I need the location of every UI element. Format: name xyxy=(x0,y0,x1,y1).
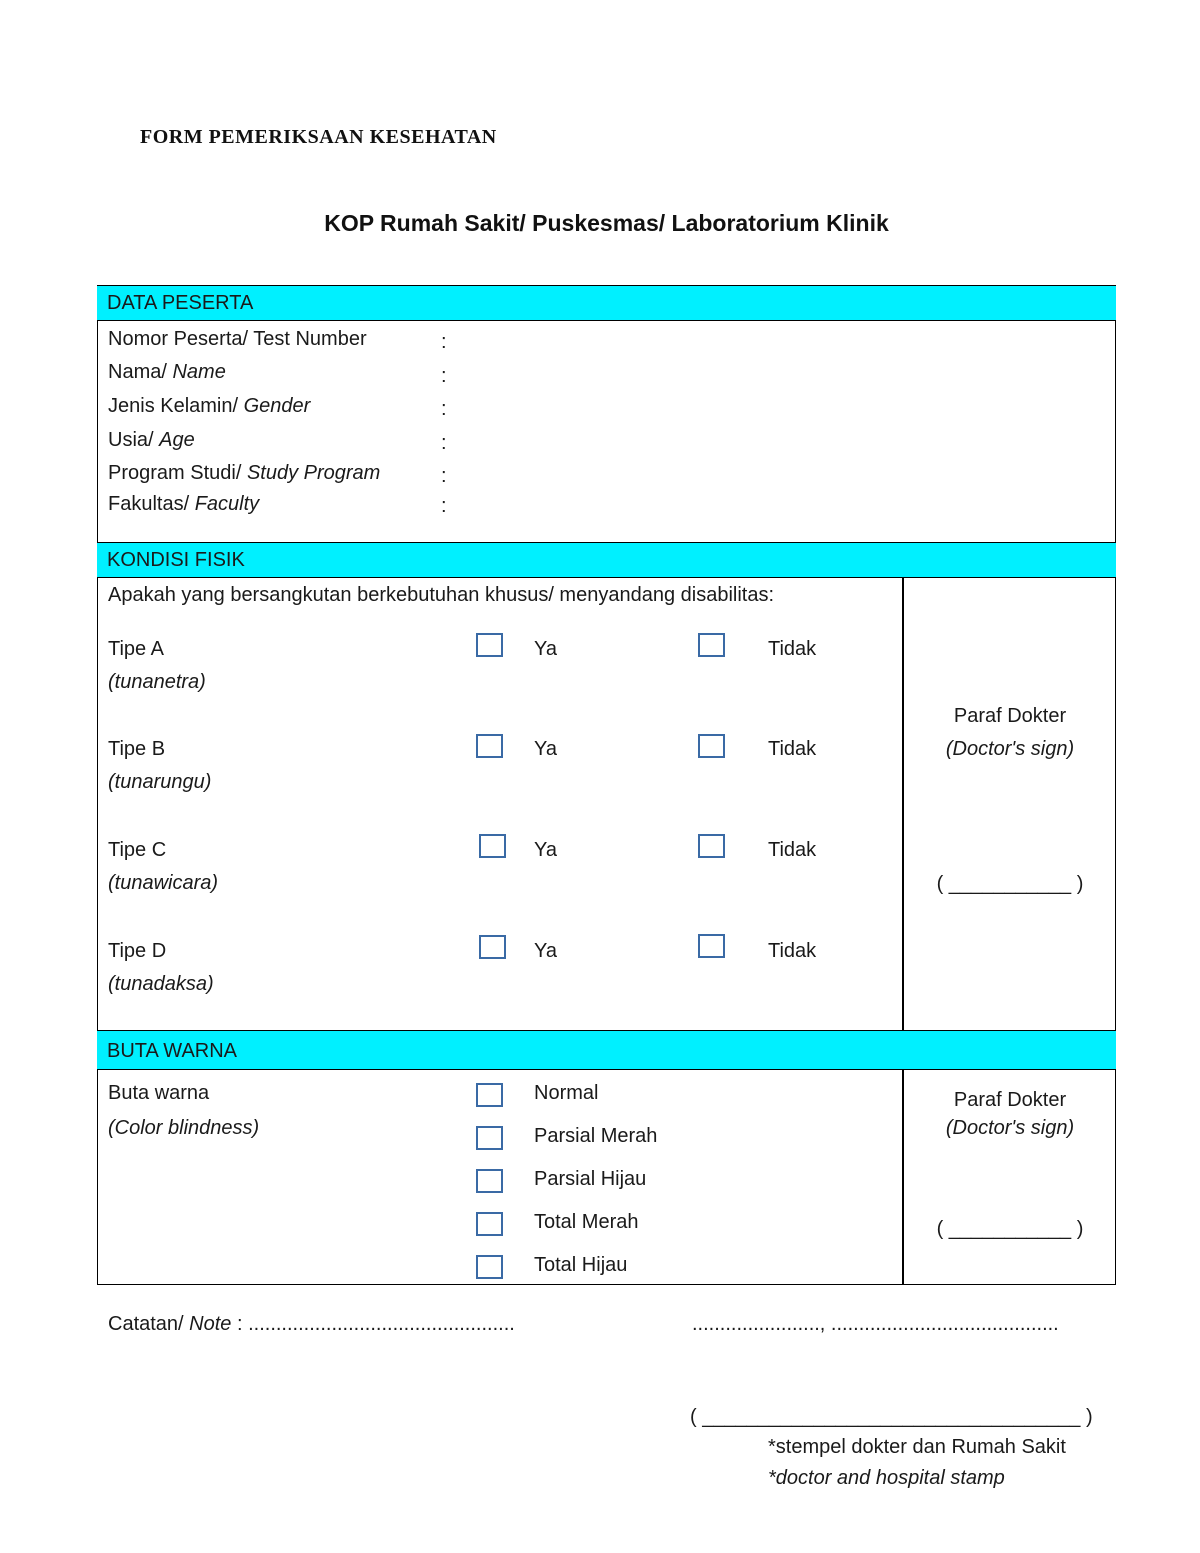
checkbox-type-a-ya[interactable] xyxy=(476,633,503,657)
option-label-ya: Ya xyxy=(534,738,557,760)
doctor-sign-sub-label: (Doctor's sign) xyxy=(945,738,1075,760)
type-label: Tipe D xyxy=(108,940,167,962)
checkbox-type-c-ya[interactable] xyxy=(479,834,506,858)
doctor-sign-label: Paraf Dokter xyxy=(953,705,1067,727)
field-colon: : xyxy=(441,331,447,353)
section-header-kondisi-fisik xyxy=(97,542,1116,578)
section-header-label: DATA PESERTA xyxy=(107,292,254,314)
column-divider xyxy=(902,577,904,1030)
field-label-study-program: Program Studi/ Study Program xyxy=(108,462,381,484)
field-label-age: Usia/ Age xyxy=(108,429,195,451)
checkbox-normal[interactable] xyxy=(476,1083,503,1107)
field-colon: : xyxy=(441,495,447,517)
form-title: FORM PEMERIKSAAN KESEHATAN xyxy=(140,126,497,148)
option-label-tidak: Tidak xyxy=(768,839,817,861)
place-date-field[interactable]: ......................., ......................................... xyxy=(692,1313,1059,1335)
checkbox-type-a-tidak[interactable] xyxy=(698,633,725,657)
color-blindness-label: Buta warna xyxy=(108,1082,210,1104)
doctor-sign-label: Paraf Dokter xyxy=(953,1089,1067,1111)
section-header-label: KONDISI FISIK xyxy=(107,549,245,571)
checkbox-parsial-hijau[interactable] xyxy=(476,1169,503,1193)
option-label-parsial-hijau: Parsial Hijau xyxy=(534,1168,647,1190)
field-colon: : xyxy=(441,398,447,420)
kop-title: KOP Rumah Sakit/ Puskesmas/ Laboratorium Klinik xyxy=(324,210,889,236)
color-blindness-sub-label: (Color blindness) xyxy=(108,1117,260,1139)
field-colon: : xyxy=(441,465,447,487)
section-header-label: BUTA WARNA xyxy=(107,1040,238,1062)
option-label-ya: Ya xyxy=(534,940,557,962)
option-label-total-merah: Total Merah xyxy=(534,1211,639,1233)
option-label-tidak: Tidak xyxy=(768,940,817,962)
doctor-sign-line[interactable]: ( ___________ ) xyxy=(936,1218,1084,1240)
doctor-sign-line[interactable]: ( ___________ ) xyxy=(936,873,1084,895)
checkbox-type-c-tidak[interactable] xyxy=(698,834,725,858)
section-header-buta-warna xyxy=(97,1030,1116,1070)
field-label-name: Nama/ Name xyxy=(108,361,226,383)
checkbox-type-b-tidak[interactable] xyxy=(698,734,725,758)
type-sub-label: (tunadaksa) xyxy=(108,973,214,995)
type-sub-label: (tunawicara) xyxy=(108,872,219,894)
field-colon: : xyxy=(441,365,447,387)
type-sub-label: (tunarungu) xyxy=(108,771,212,793)
field-label-test-number: Nomor Peserta/ Test Number xyxy=(108,328,367,350)
disability-question: Apakah yang bersangkutan berkebutuhan khusus/ menyandang disabilitas: xyxy=(108,584,775,606)
option-label-total-hijau: Total Hijau xyxy=(534,1254,628,1276)
checkbox-parsial-merah[interactable] xyxy=(476,1126,503,1150)
checkbox-type-d-ya[interactable] xyxy=(479,935,506,959)
option-label-tidak: Tidak xyxy=(768,638,817,660)
option-label-parsial-merah: Parsial Merah xyxy=(534,1125,658,1147)
doctor-sign-sub-label: (Doctor's sign) xyxy=(945,1117,1075,1139)
option-label-ya: Ya xyxy=(534,638,557,660)
stamp-note: *stempel dokter dan Rumah Sakit xyxy=(768,1436,1066,1458)
field-colon: : xyxy=(441,432,447,454)
field-label-gender: Jenis Kelamin/ Gender xyxy=(108,395,311,417)
signature-line[interactable]: ( __________________________________ ) xyxy=(690,1406,1093,1428)
note-field[interactable]: Catatan/ Note : ................................................ xyxy=(108,1313,515,1335)
checkbox-total-merah[interactable] xyxy=(476,1212,503,1236)
type-label: Tipe C xyxy=(108,839,167,861)
checkbox-total-hijau[interactable] xyxy=(476,1255,503,1279)
option-label-ya: Ya xyxy=(534,839,557,861)
checkbox-type-d-tidak[interactable] xyxy=(698,934,725,958)
field-label-faculty: Fakultas/ Faculty xyxy=(108,493,260,515)
section-header-data-peserta xyxy=(97,285,1116,321)
type-sub-label: (tunanetra) xyxy=(108,671,206,693)
checkbox-type-b-ya[interactable] xyxy=(476,734,503,758)
type-label: Tipe B xyxy=(108,738,166,760)
type-label: Tipe A xyxy=(108,638,164,660)
option-label-normal: Normal xyxy=(534,1082,599,1104)
stamp-note-en: *doctor and hospital stamp xyxy=(768,1467,1005,1489)
option-label-tidak: Tidak xyxy=(768,738,817,760)
